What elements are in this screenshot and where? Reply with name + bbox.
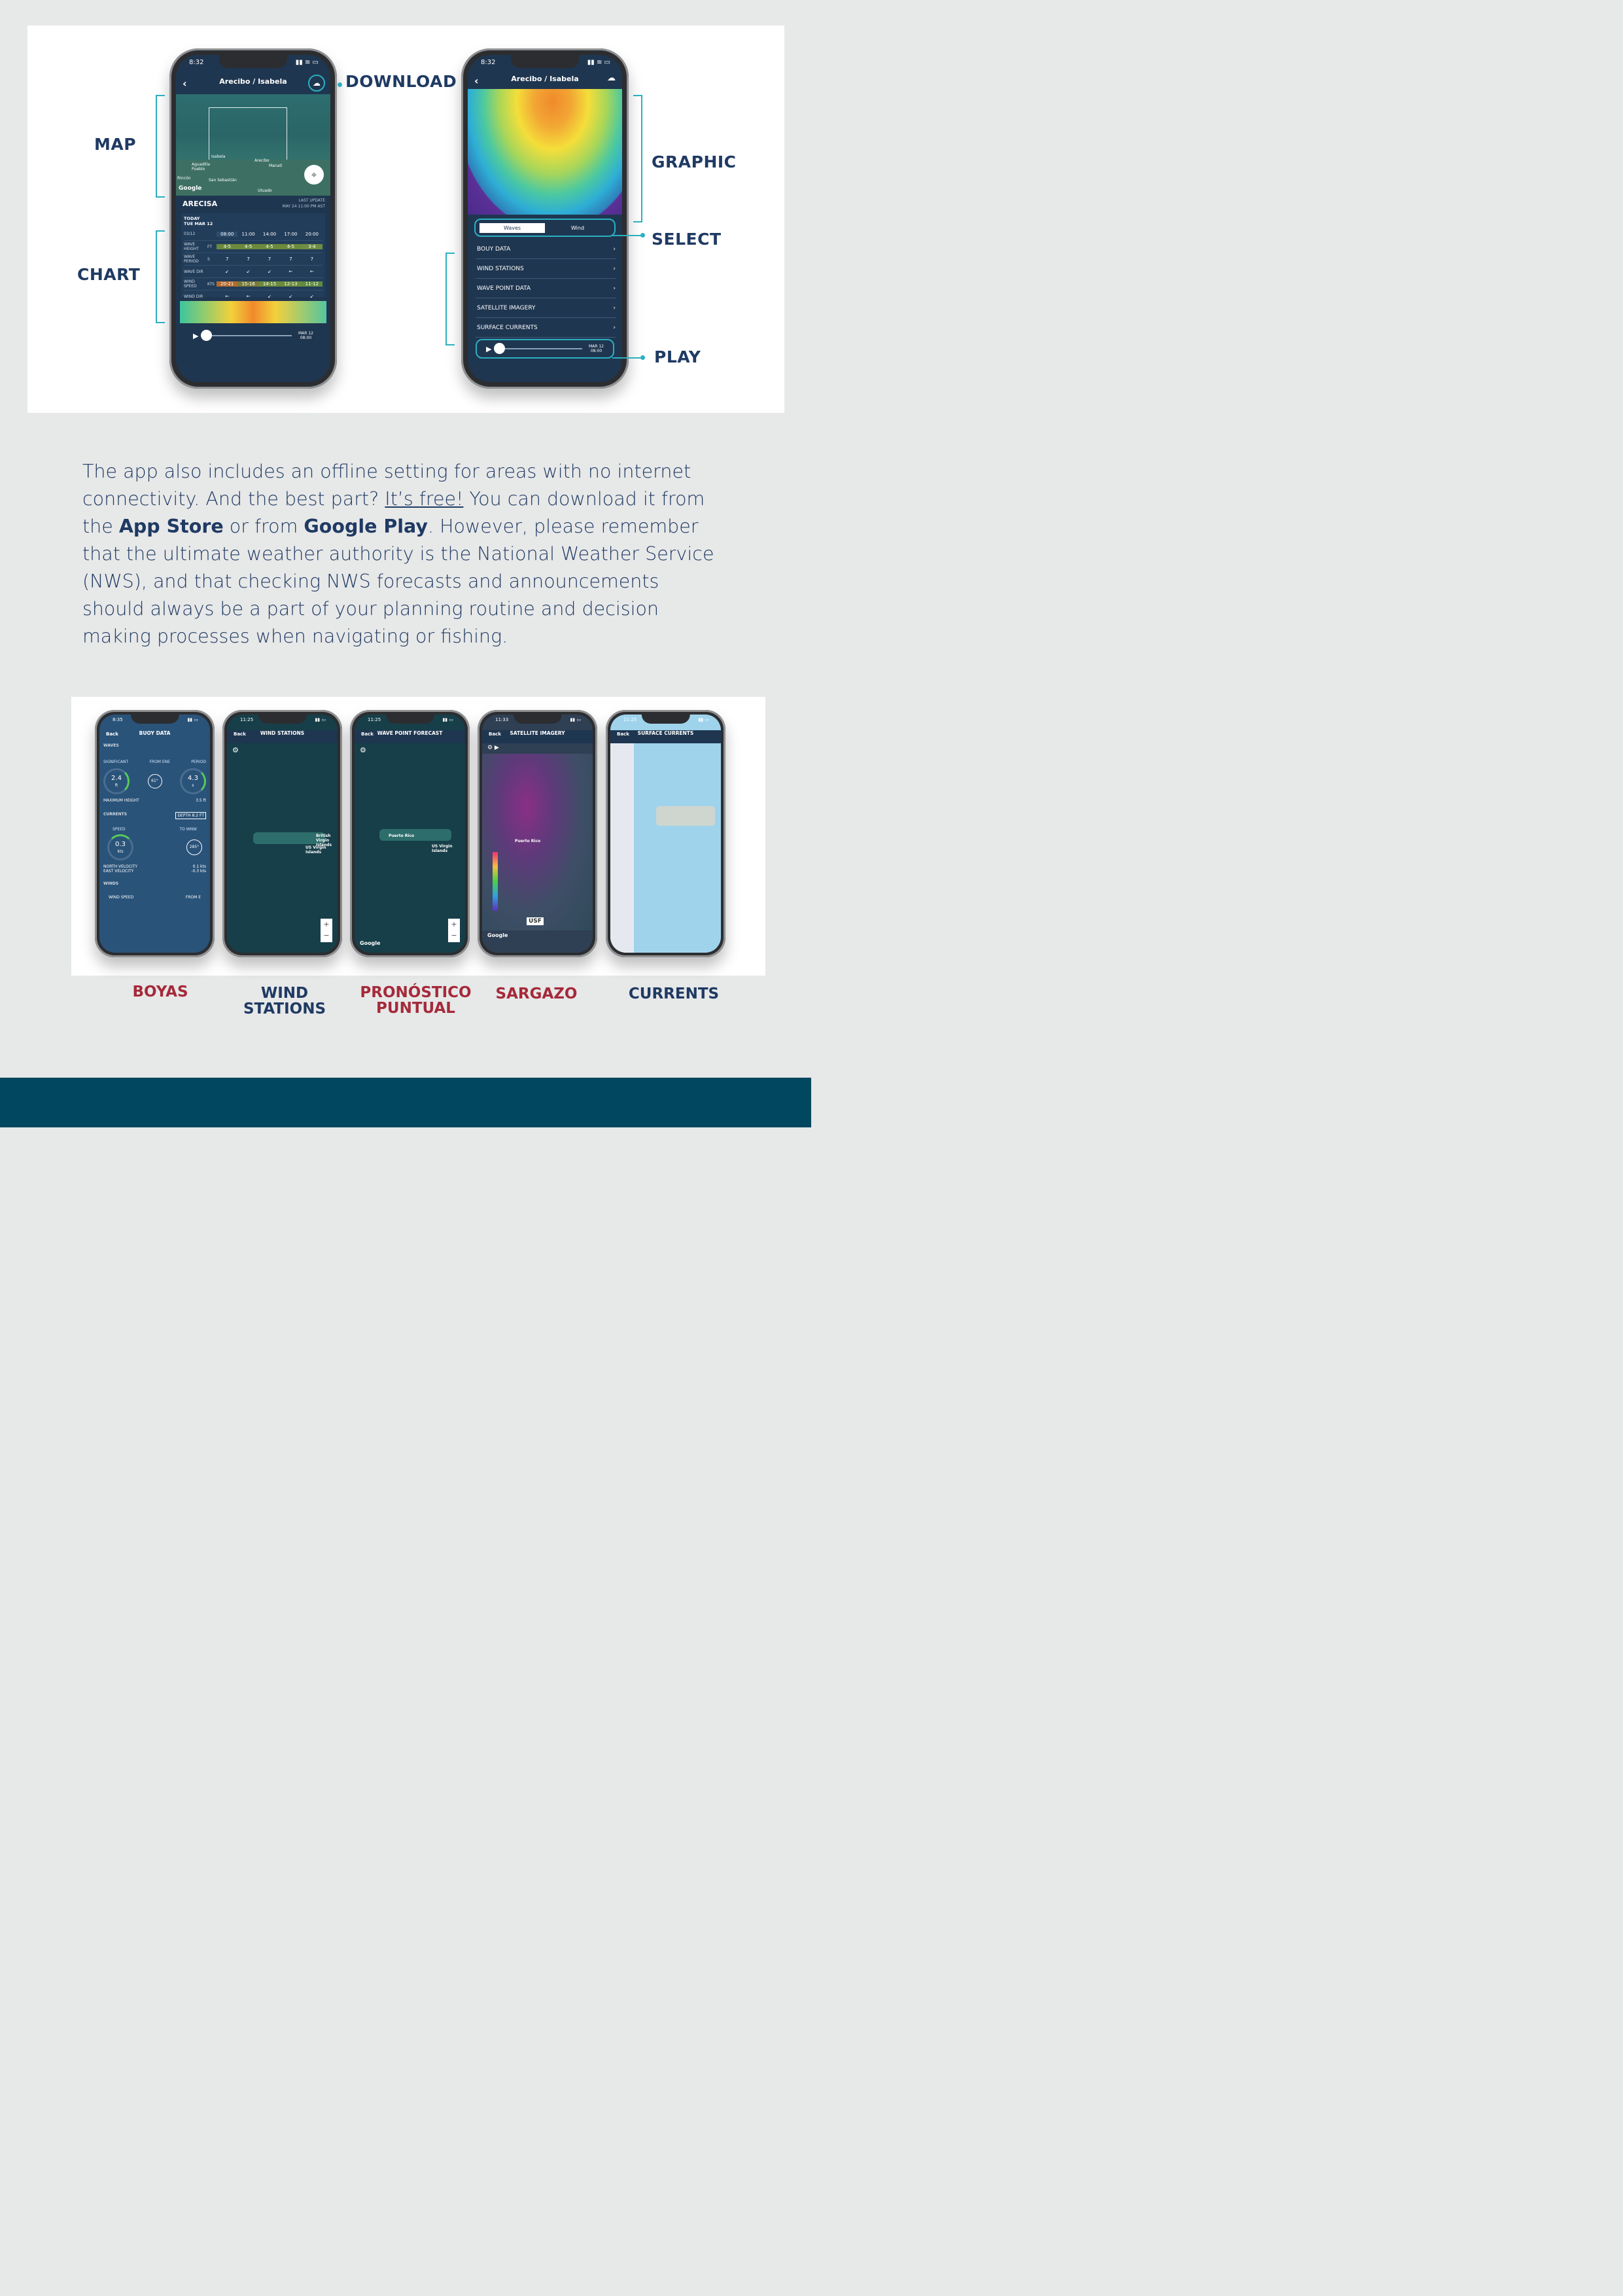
caption-boyas: BOYAS xyxy=(132,983,188,1000)
station-name: ARECISA xyxy=(183,200,218,208)
map-label: Isabela xyxy=(211,154,226,159)
download-cloud-icon[interactable]: ☁ xyxy=(607,73,616,83)
table-cell: 7 xyxy=(247,256,250,262)
map-label: San Sebastián xyxy=(209,178,237,183)
table-cell: ↙ xyxy=(268,269,271,274)
toggle-wind[interactable]: Wind xyxy=(570,224,585,231)
forecast-table: TODAY TUE MAR 12 03/12 08:00 11:00 14:00 17:00 20:00 WAVE HEIGHT FT 4-5 4-5 4-5 4-5 3-4 WAVE PERIOD S 7 7 7 7 7 WAVE DIR ↙ ↙ ↙ ← ← WIND SPEED KTS 20-21 15-16 14-15 12-13 11-12 WIND DIR ← ← ↙ ↙ ↙ xyxy=(181,213,325,297)
callout-graphic: GRAPHIC xyxy=(652,152,737,171)
caption-wind-stations: WIND STATIONS xyxy=(243,985,326,1017)
signal-icon: ▮▮ ≋ ▭ xyxy=(295,59,319,66)
phone-wind-stations: 11:25 ▮▮ ▭ Back WIND STATIONS ⚙ US Virgin Islands British Virgin Islands + − xyxy=(222,710,342,957)
phone-map-chart xyxy=(169,48,337,389)
play-time: 08:00 xyxy=(300,336,312,340)
table-cell: 3-4 xyxy=(302,244,323,249)
phone-graphic-menu xyxy=(461,48,629,389)
menu-surface-currents[interactable]: SURFACE CURRENTS › xyxy=(476,318,616,338)
time-slider[interactable] xyxy=(201,335,292,336)
table-cell: ← xyxy=(246,294,251,299)
table-cell: 4-5 xyxy=(217,244,237,249)
back-chevron-icon[interactable]: ‹ xyxy=(183,77,187,90)
last-update-label: LAST UPDATE xyxy=(298,198,325,203)
phone-wave-point: 11:25 ▮▮ ▭ Back WAVE POINT FORECAST ⚙ Puerto Rico US Virgin Islands + − Google xyxy=(350,710,470,957)
time-header: 17:00 xyxy=(284,231,298,237)
google-play-link[interactable]: Google Play xyxy=(304,516,428,537)
screen-title: Arecibo / Isabela xyxy=(511,75,579,83)
zoom-controls[interactable]: + − xyxy=(448,919,460,942)
callout-chart: CHART xyxy=(77,265,141,284)
color-legend xyxy=(493,852,498,911)
callout-download: DOWNLOAD xyxy=(345,72,457,91)
chevron-right-icon: › xyxy=(613,285,616,292)
table-cell: ↙ xyxy=(225,269,230,274)
chart-bracket xyxy=(156,230,165,323)
map-label: Aguadilla Pueblo xyxy=(192,162,210,171)
callout-map: MAP xyxy=(94,135,137,154)
date-label: TUE MAR 12 xyxy=(184,221,213,226)
table-cell: 7 xyxy=(225,256,229,262)
forecast-graphic-strip xyxy=(180,301,326,323)
row-label: WIND DIR xyxy=(184,294,203,299)
zoom-controls[interactable]: + − xyxy=(321,919,332,942)
row-label: WAVE PERIOD xyxy=(184,255,199,264)
caption-currents: CURRENTS xyxy=(628,985,720,1002)
free-emphasis: It’s free! xyxy=(385,488,464,510)
menu-satellite-imagery[interactable]: SATELLITE IMAGERY › xyxy=(476,298,616,318)
table-cell: ↙ xyxy=(288,294,293,299)
chevron-right-icon: › xyxy=(613,245,616,253)
map-label: Manatí xyxy=(269,164,283,168)
graphic-bracket xyxy=(633,95,642,222)
map-label: Rincón xyxy=(177,176,191,181)
sidebar-panel xyxy=(610,743,634,953)
play-date: MAR 12 xyxy=(589,344,604,349)
table-cell: 4-5 xyxy=(259,244,280,249)
gear-icon[interactable]: ⚙ xyxy=(360,746,366,754)
table-cell: 14-15 xyxy=(259,281,280,287)
playback-bar xyxy=(476,339,614,359)
table-cell: ← xyxy=(288,269,293,274)
signal-icon: ▮▮ ≋ ▭ xyxy=(587,59,610,66)
time-header: 20:00 xyxy=(305,231,319,237)
footer-bar xyxy=(0,1078,811,1127)
map-view[interactable] xyxy=(176,94,330,196)
toggle-waves[interactable]: Waves xyxy=(480,223,545,233)
island-shape xyxy=(656,806,715,826)
callout-play: PLAY xyxy=(654,347,701,366)
row-label: WAVE DIR xyxy=(184,269,203,274)
map-label: Utuado xyxy=(258,188,272,193)
map-label: Arecibo xyxy=(254,158,270,163)
status-time: 8:32 xyxy=(189,59,204,66)
screen-title: BUOY DATA xyxy=(139,730,171,736)
chevron-right-icon: › xyxy=(613,324,616,331)
last-update-value: MAY 24 11:00 PM AST xyxy=(282,204,325,209)
phone-surface-currents: 11:25 ▮▮ ▭ Back SURFACE CURRENTS xyxy=(606,710,725,957)
screen-title: Arecibo / Isabela xyxy=(219,77,287,86)
row-label: WIND SPEED xyxy=(184,279,197,289)
body-paragraph: The app also includes an offline setting for areas with no internet connectivity. And the best part? It’s free! You can download it from the App Store or from Google Play. However, please remember that the ultimate weather authority is the National Weather Service (NWS), and that checking NWS forecasts and announcements should always be a part of your planning routine and decision making processes when navigating or fishing. xyxy=(82,461,714,647)
download-cloud-icon[interactable]: ☁ xyxy=(308,75,325,92)
table-cell: 4-5 xyxy=(237,244,258,249)
time-header: 14:00 xyxy=(262,231,277,237)
playback-bar xyxy=(184,326,323,345)
table-cell: ← xyxy=(309,269,314,274)
chevron-right-icon: › xyxy=(613,265,616,272)
locate-button[interactable]: ⌖ xyxy=(304,165,324,185)
slider-knob[interactable] xyxy=(201,330,212,341)
app-store-link[interactable]: App Store xyxy=(118,516,224,537)
time-slider[interactable] xyxy=(494,348,582,349)
row-label: WAVE HEIGHT xyxy=(184,242,199,251)
table-cell: ↙ xyxy=(246,269,251,274)
back-chevron-icon[interactable]: ‹ xyxy=(474,75,479,87)
table-cell: 12-13 xyxy=(280,281,301,287)
table-cell: 20-21 xyxy=(217,281,237,287)
play-icon[interactable]: ▶ xyxy=(193,331,199,340)
caption-pronostico: PRONÓSTICO PUNTUAL xyxy=(360,984,472,1017)
today-label: TODAY xyxy=(184,216,200,221)
play-date: MAR 12 xyxy=(298,331,313,336)
status-time: 8:32 xyxy=(481,59,496,66)
table-cell: 11-12 xyxy=(302,281,323,287)
menu-wind-stations[interactable]: WIND STATIONS › xyxy=(476,259,616,279)
map-bracket xyxy=(156,95,165,198)
play-time: 08:00 xyxy=(590,349,602,353)
island-shape xyxy=(253,832,325,844)
menu-wave-point-data[interactable]: WAVE POINT DATA › xyxy=(476,279,616,298)
table-cell: ← xyxy=(225,294,230,299)
slider-knob[interactable] xyxy=(494,343,505,354)
settings-play-row[interactable]: ⚙ ▶ xyxy=(487,745,499,751)
menu-buoy-data[interactable]: BOUY DATA › xyxy=(476,239,616,259)
caption-sargazo: SARGAZO xyxy=(495,985,578,1002)
waves-wind-toggle xyxy=(474,219,616,237)
table-cell: 7 xyxy=(310,256,314,262)
time-header: 11:00 xyxy=(241,231,255,237)
table-cell: 15-16 xyxy=(237,281,258,287)
time-header: 08:00 xyxy=(217,232,237,237)
google-logo: Google xyxy=(179,185,202,192)
callout-select: SELECT xyxy=(652,230,722,249)
chevron-right-icon: › xyxy=(613,304,616,311)
phone-buoy-data: 8:35 ▮▮ ▭ Back BUOY DATA WAVES SIGNIFICANT FROM ENE PERIOD 2.4 ft 61° 4.3 s MAXIMUM HEIGHT 3.5 ft CURRENTS DEPTH 8.2 FT SPEED TO WNW 0.3 kts 285° NORTH VELOCITY 0.1 kts EAST VELOCITY -0.3 kts WINDS WIND SPEED FROM E xyxy=(95,710,215,957)
table-cell: ↙ xyxy=(309,294,314,299)
phone-satellite: 11:33 ▮▮ ▭ Back SATELLITE IMAGERY ⚙ ▶ Puerto Rico USF Google xyxy=(478,710,597,957)
forecast-graphic[interactable] xyxy=(468,89,622,215)
gear-icon[interactable]: ⚙ xyxy=(232,746,239,754)
back-button[interactable]: Back xyxy=(106,732,118,737)
table-cell: 4-5 xyxy=(280,244,301,249)
play-icon[interactable]: ▶ xyxy=(486,344,492,353)
table-cell: 7 xyxy=(289,256,292,262)
menu-bracket xyxy=(445,253,455,345)
table-cell: 7 xyxy=(268,256,271,262)
table-cell: ↙ xyxy=(268,294,271,299)
